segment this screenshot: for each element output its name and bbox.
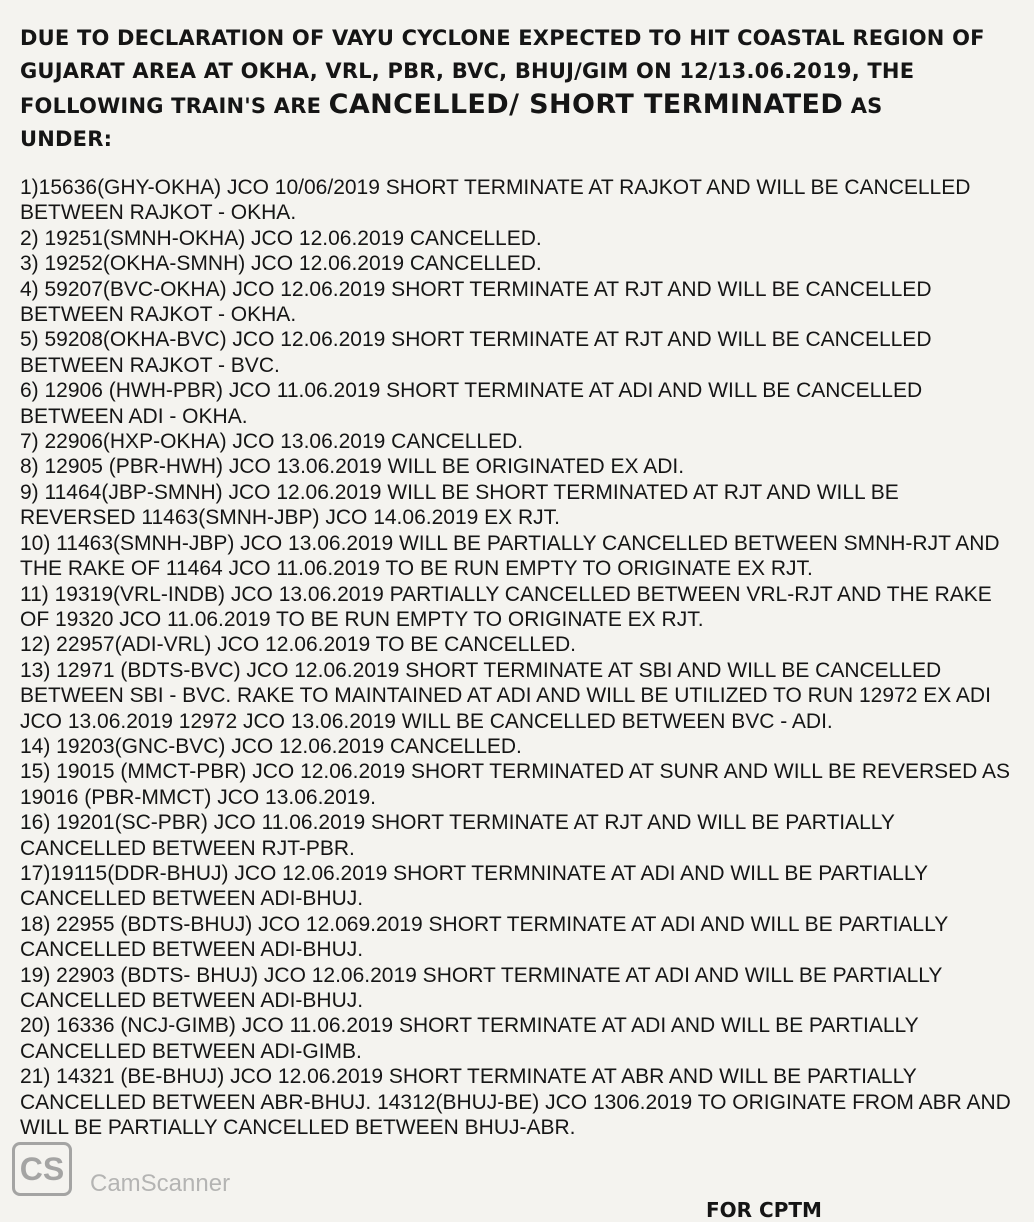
train-item: 15) 19015 (MMCT-PBR) JCO 12.06.2019 SHORT TERMINATED AT SUNR AND WILL BE REVERSED AS 19016 (PBR-MMCT) JCO 13.06.2019. bbox=[20, 760, 1011, 809]
train-item: 20) 16336 (NCJ-GIMB) JCO 11.06.2019 SHORT TERMINATE AT ADI AND WILL BE PARTIALLY CANCELLED BETWEEN ADI-GIMB. bbox=[20, 1014, 919, 1063]
header-emphasis: CANCELLED/ SHORT TERMINATED bbox=[328, 89, 844, 120]
train-item: 5) 59208(OKHA-BVC) JCO 12.06.2019 SHORT TERMINATE AT RJT AND WILL BE CANCELLED BETWEEN RAJKOT - BVC. bbox=[20, 328, 932, 377]
header-line-1: DUE TO DECLARATION OF VAYU CYCLONE EXPECTED TO HIT COASTAL REGION OF bbox=[20, 26, 985, 50]
header-line-4: UNDER: bbox=[20, 127, 113, 151]
camscanner-logo-icon: CS bbox=[12, 1142, 72, 1196]
train-item: 4) 59207(BVC-OKHA) JCO 12.06.2019 SHORT TERMINATE AT RJT AND WILL BE CANCELLED BETWEEN RAJKOT - OKHA. bbox=[20, 277, 932, 327]
train-item: 9) 11464(JBP-SMNH) JCO 12.06.2019 WILL BE SHORT TERMINATED AT RJT AND WILL BE REVERSED 11463(SMNH-JBP) JCO 14.06.2019 EX RJT. bbox=[20, 480, 899, 530]
train-item: 8) 12905 (PBR-HWH) JCO 13.06.2019 WILL BE ORIGINATED EX ADI. bbox=[20, 455, 685, 479]
train-item: 13) 12971 (BDTS-BVC) JCO 12.06.2019 SHORT TERMINATE AT SBI AND WILL BE CANCELLED BETWEEN SBI - BVC. RAKE TO MAINTAINED AT ADI AND WILL BE UTILIZED TO RUN 12972 EX ADI JCO 13.06.2019 12972 JCO 13.06.2019 WILL BE CANCELLED BETWEEN BVC - ADI. bbox=[20, 658, 991, 733]
train-item: 1)15636(GHY-OKHA) JCO 10/06/2019 SHORT TERMINATE AT RAJKOT AND WILL BE CANCELLED BETWEEN RAJKOT - OKHA. bbox=[20, 176, 971, 225]
header-line-2: GUJARAT AREA AT OKHA, VRL, PBR, BVC, BHUJ/GIM ON 12/13.06.2019, THE bbox=[20, 59, 915, 83]
notice-header bbox=[20, 22, 1020, 156]
train-list bbox=[20, 175, 1020, 1140]
train-item: 19) 22903 (BDTS- BHUJ) JCO 12.06.2019 SHORT TERMINATE AT ADI AND WILL BE PARTIALLY CANCELLED BETWEEN ADI-BHUJ. bbox=[20, 963, 943, 1012]
signature-line: FOR CPTM bbox=[706, 1198, 822, 1222]
train-item: 18) 22955 (BDTS-BHUJ) JCO 12.069.2019 SHORT TERMINATE AT ADI AND WILL BE PARTIALLY CANCELLED BETWEEN ADI-BHUJ. bbox=[20, 912, 948, 962]
train-item: 12) 22957(ADI-VRL) JCO 12.06.2019 TO BE CANCELLED. bbox=[20, 633, 576, 657]
train-item: 6) 12906 (HWH-PBR) JCO 11.06.2019 SHORT TERMINATE AT ADI AND WILL BE CANCELLED BETWEEN ADI - OKHA. bbox=[20, 379, 923, 428]
train-item: 11) 19319(VRL-INDB) JCO 13.06.2019 PARTIALLY CANCELLED BETWEEN VRL-RJT AND THE RAKE OF 19320 JCO 11.06.2019 TO BE RUN EMPTY TO ORIGINATE EX RJT. bbox=[20, 582, 992, 631]
train-item: 3) 19252(OKHA-SMNH) JCO 12.06.2019 CANCELLED. bbox=[20, 252, 542, 276]
train-item: 16) 19201(SC-PBR) JCO 11.06.2019 SHORT TERMINATE AT RJT AND WILL BE PARTIALLY CANCELLED BETWEEN RJT-PBR. bbox=[20, 811, 895, 860]
header-line-3-lead: FOLLOWING TRAIN'S ARE bbox=[20, 94, 329, 118]
train-item: 2) 19251(SMNH-OKHA) JCO 12.06.2019 CANCELLED. bbox=[20, 226, 542, 250]
train-item: 10) 11463(SMNH-JBP) JCO 13.06.2019 WILL BE PARTIALLY CANCELLED BETWEEN SMNH-RJT AND THE RAKE OF 11464 JCO 11.06.2019 TO BE RUN EMPTY TO ORIGINATE EX RJT. bbox=[20, 531, 1000, 581]
train-item: 7) 22906(HXP-OKHA) JCO 13.06.2019 CANCELLED. bbox=[20, 430, 524, 454]
camscanner-text: CamScanner bbox=[90, 1170, 231, 1197]
camscanner-watermark bbox=[12, 1140, 312, 1210]
train-item: 14) 19203(GNC-BVC) JCO 12.06.2019 CANCELLED. bbox=[20, 734, 522, 758]
train-item: 17)19115(DDR-BHUJ) JCO 12.06.2019 SHORT TERMNINATE AT ADI AND WILL BE PARTIALLY CANCELLED BETWEEN ADI-BHUJ. bbox=[20, 861, 928, 911]
train-item: 21) 14321 (BE-BHUJ) JCO 12.06.2019 SHORT TERMINATE AT ABR AND WILL BE PARTIALLY CANCELLED BETWEEN ABR-BHUJ. 14312(BHUJ-BE) JCO 1306.2019 TO ORIGINATE FROM ABR AND WILL BE PARTIALLY CANCELLED BETWEEN BHUJ-ABR. bbox=[20, 1065, 1011, 1140]
header-line-3 bbox=[20, 88, 1020, 123]
header-line-3-tail: AS bbox=[843, 94, 883, 118]
